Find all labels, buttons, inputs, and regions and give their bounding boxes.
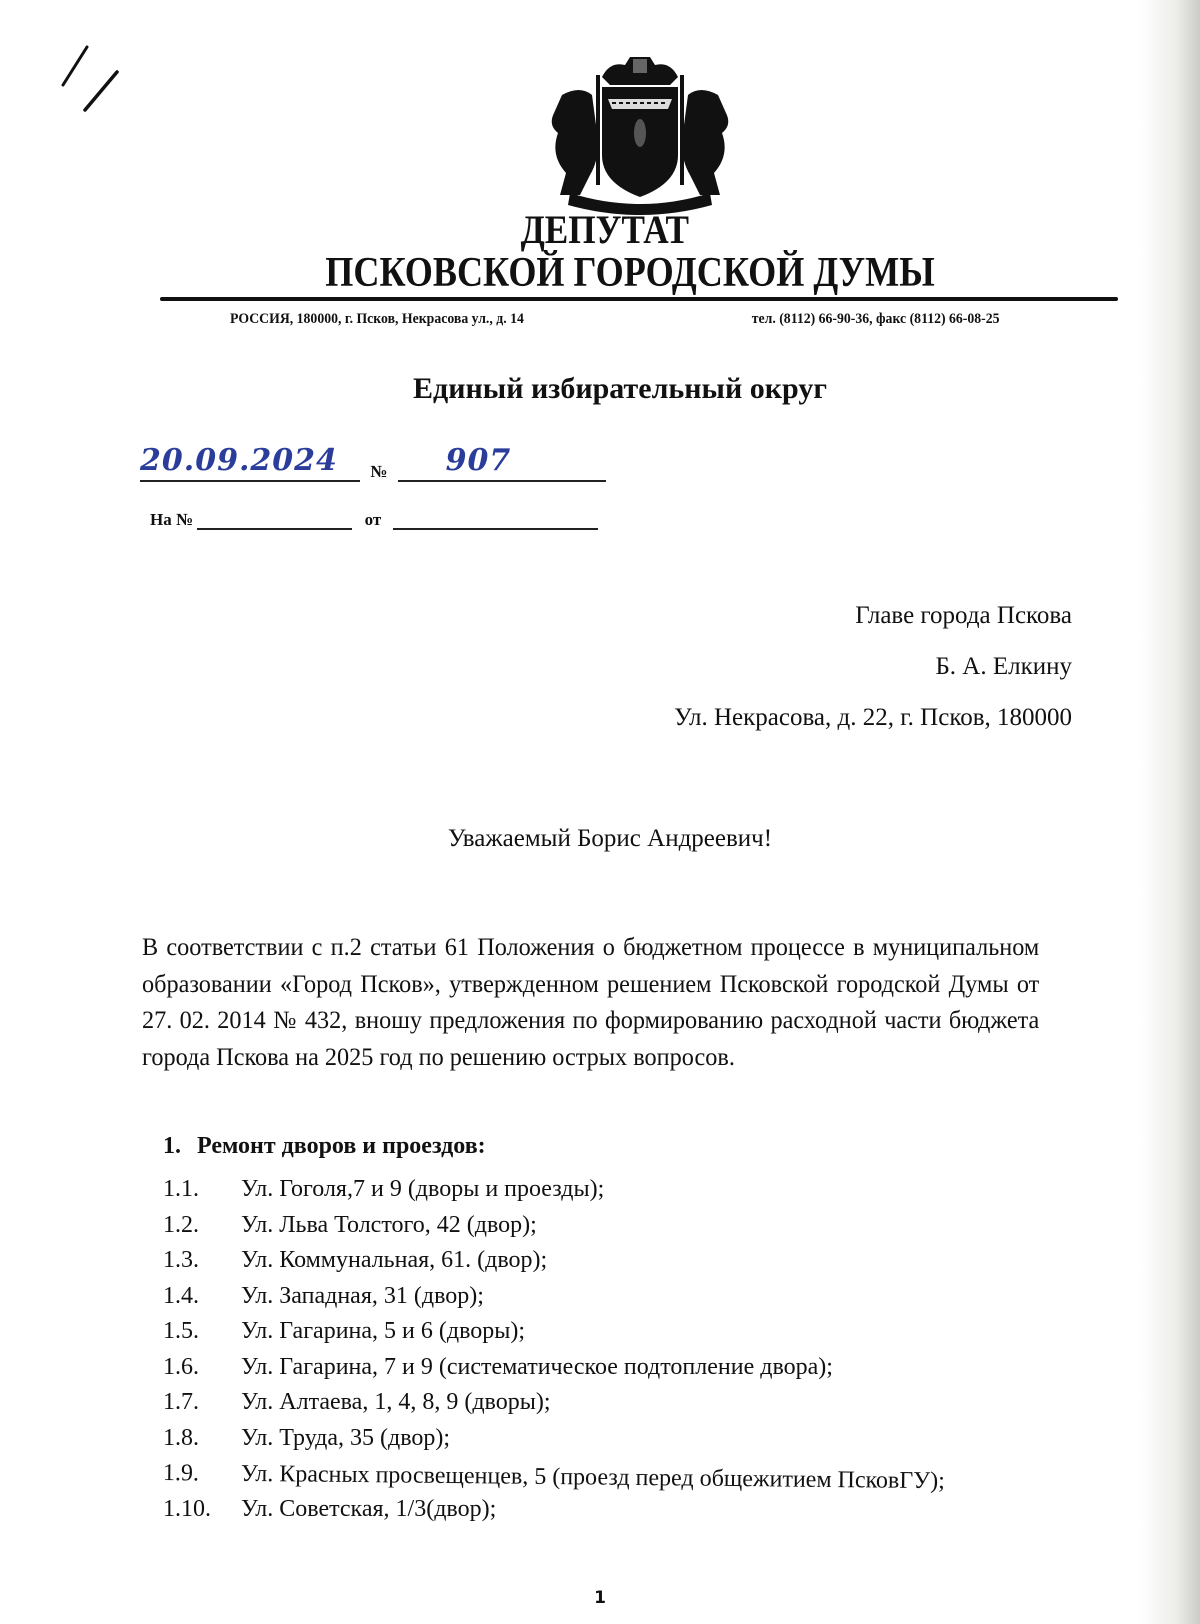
letterhead-title-deputy: ДЕПУТАТ — [520, 207, 690, 252]
item-text: Ул. Гагарина, 7 и 9 (систематическое подтопление двора); — [241, 1353, 833, 1380]
reply-to-number-field — [197, 508, 352, 530]
item-number: 1.10. — [163, 1495, 211, 1522]
letterhead-title-duma: ПСКОВСКОЙ ГОРОДСКОЙ ДУМЫ — [325, 250, 935, 296]
item-text: Ул. Гагарина, 5 и 6 (дворы); — [241, 1318, 526, 1344]
body-paragraph: В соответствии с п.2 статьи 61 Положения о бюджетном процессе в муниципальном образовании «Город Псков», утвержденном решением Псковской городской Думы от 27. 02. 2014 № 432, вношу предложения по формированию расходной части бюджета города Пскова на 2025 год по решению острых вопросов. — [142, 934, 1040, 1071]
list-item — [163, 1243, 1083, 1279]
recipient-address: Ул. Некрасова, д. 22, г. Псков, 180000 — [674, 704, 1072, 731]
recipient-position: Главе города Пскова — [855, 602, 1072, 629]
item-text: Ул. Коммунальная, 61. (двор); — [241, 1247, 548, 1273]
page-number: 1 — [594, 1588, 606, 1608]
incoming-reference-row — [140, 508, 598, 530]
item-text: Ул. Советская, 1/3(двор); — [241, 1495, 497, 1522]
item-number: 1.2. — [163, 1211, 199, 1238]
item-number: 1.1. — [163, 1176, 199, 1202]
list-item — [163, 1314, 1083, 1350]
salutation: Уважаемый Борис Андреевич! — [447, 825, 773, 852]
item-number: 1.9. — [162, 1460, 200, 1487]
section-number: 1. — [163, 1133, 181, 1159]
recipient-name: Б. А. Елкину — [935, 653, 1072, 680]
page-edge-shadow — [1140, 0, 1200, 1624]
item-number: 1.4. — [163, 1282, 199, 1309]
item-number: 1.3. — [163, 1247, 199, 1273]
section-heading — [163, 1133, 486, 1160]
item-number: 1.5. — [163, 1318, 199, 1344]
handwritten-tick-marks — [55, 35, 135, 115]
outgoing-date-field — [140, 443, 360, 482]
letterhead-contacts-row — [230, 311, 1000, 328]
letterhead-phone-fax: тел. (8112) 66-90-36, факс (8112) 66-08-25 — [751, 311, 1000, 327]
section-item-list — [163, 1172, 1083, 1527]
list-item — [163, 1279, 1083, 1315]
letterhead-divider — [160, 297, 1118, 301]
item-number: 1.7. — [163, 1389, 199, 1415]
item-text: Ул. Красных просвещенцев, 5 (проезд перед общежитием ПсковГУ); — [240, 1460, 945, 1495]
item-number: 1.6. — [163, 1353, 199, 1380]
item-text: Ул. Льва Толстого, 42 (двор); — [241, 1211, 537, 1238]
section-title: Ремонт дворов и проездов: — [197, 1133, 486, 1159]
item-number: 1.8. — [163, 1424, 199, 1451]
list-item — [163, 1385, 1083, 1421]
number-label: № — [370, 462, 388, 481]
reply-from-date-field — [393, 508, 598, 530]
outgoing-date: 20.09.2024 — [140, 443, 338, 478]
list-item — [163, 1172, 1083, 1208]
item-text: Ул. Западная, 31 (двор); — [241, 1282, 484, 1309]
item-text: Ул. Труда, 35 (двор); — [241, 1424, 451, 1451]
list-item — [163, 1421, 1083, 1457]
outgoing-number-field — [398, 443, 606, 482]
item-text: Ул. Алтаева, 1, 4, 8, 9 (дворы); — [241, 1389, 551, 1415]
coat-of-arms-emblem — [540, 55, 740, 215]
letterhead-address: РОССИЯ, 180000, г. Псков, Некрасова ул., д. 14 — [230, 311, 524, 327]
reply-from-label: от — [364, 510, 382, 529]
item-text: Ул. Гоголя,7 и 9 (дворы и проезды); — [241, 1176, 605, 1202]
reply-to-label: На № — [150, 510, 194, 529]
list-item — [163, 1350, 1083, 1386]
outgoing-registration-row — [140, 443, 606, 482]
list-item — [163, 1208, 1083, 1244]
electoral-district: Единый избирательный округ — [413, 372, 827, 405]
outgoing-number: 907 — [445, 443, 512, 478]
